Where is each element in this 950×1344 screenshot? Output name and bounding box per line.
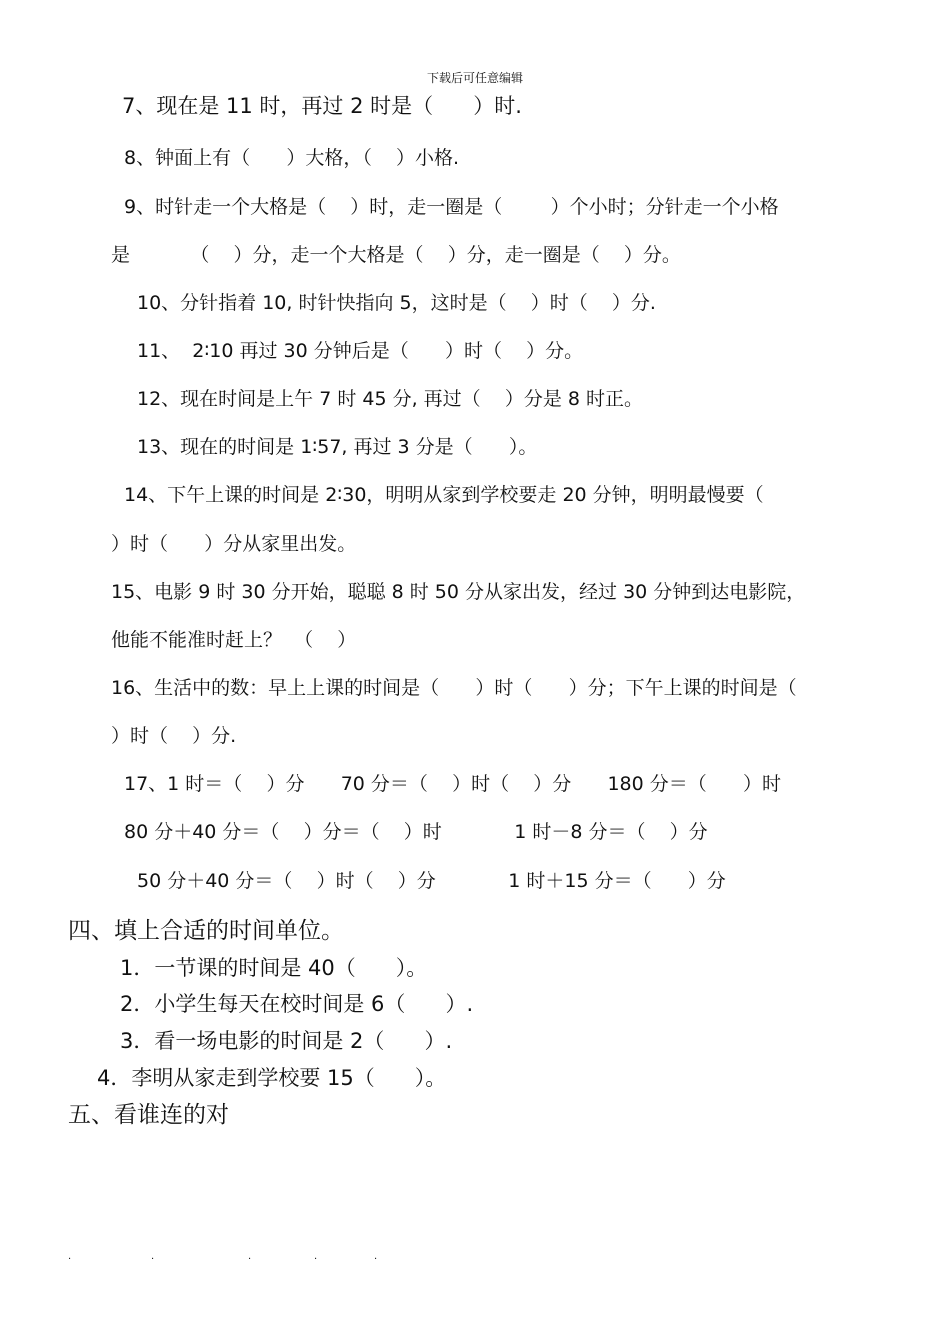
question-16-line2: ）时（ ）分. [111,725,237,747]
question-12: 12、现在时间是上午 7 时 45 分, 再过（ ）分是 8 时正。 [137,388,644,410]
question-9-line1: 9、时针走一个大格是（ ）时，走一圈是（ ）个小时；分针走一个小格 [124,196,779,218]
section-4-item-2: 2．小学生每天在校时间是 6（ ）. [120,992,474,1016]
question-14-line2: ）时（ ）分从家里出发。 [111,533,357,555]
question-11: 11、 2∶10 再过 30 分钟后是（ ）时（ ）分。 [137,340,584,362]
question-17-row2: 80 分＋40 分＝（ ）分＝（ ）时 1 时－8 分＝（ ）分 [124,821,708,843]
footer-dot: . [248,1251,252,1262]
question-17-row1: 17、1 时＝（ ）分 70 分＝（ ）时（ ）分 180 分＝（ ）时 [124,773,782,795]
question-13: 13、现在的时间是 1∶57, 再过 3 分是（ ）。 [137,436,538,458]
section-4-item-3: 3．看一场电影的时间是 2（ ）. [120,1029,453,1053]
footer-dots [0,1252,950,1262]
section-5-title: 五、看谁连的对 [68,1102,229,1128]
question-15-line1: 15、电影 9 时 30 分开始，聪聪 8 时 50 分从家出发，经过 30 分钟到达电影院， [111,581,806,603]
section-4-title: 四、填上合适的时间单位。 [68,918,344,944]
section-4-item-1: 1．一节课的时间是 40（ ）。 [120,956,428,980]
question-15-line2: 他能不能准时赶上？ （ ） [111,629,357,651]
question-17-row3: 50 分＋40 分＝（ ）时（ ）分 1 时＋15 分＝（ ）分 [137,870,726,892]
footer-dot: . [314,1251,318,1262]
question-16-line1: 16、生活中的数：早上上课的时间是（ ）时（ ）分；下午上课的时间是（ [111,677,797,699]
question-8: 8、钟面上有（ ）大格，（ ）小格. [124,147,460,169]
question-10: 10、分针指着 10, 时针快指向 5，这时是（ ）时（ ）分. [137,292,656,314]
section-4-item-4: 4．李明从家走到学校要 15（ ）。 [97,1066,447,1090]
page-header: 下载后可任意编辑 [426,71,523,85]
question-9-line2: 是 （ ）分，走一个大格是（ ）分，走一圈是（ ）分。 [111,244,681,266]
footer-dot: . [68,1251,72,1262]
footer-dot: . [374,1251,378,1262]
question-7: 7、现在是 11 时，再过 2 时是（ ）时. [122,94,522,118]
question-14-line1: 14、下午上课的时间是 2∶30，明明从家到学校要走 20 分钟，明明最慢要（ [124,484,764,506]
footer-dot: . [151,1251,155,1262]
